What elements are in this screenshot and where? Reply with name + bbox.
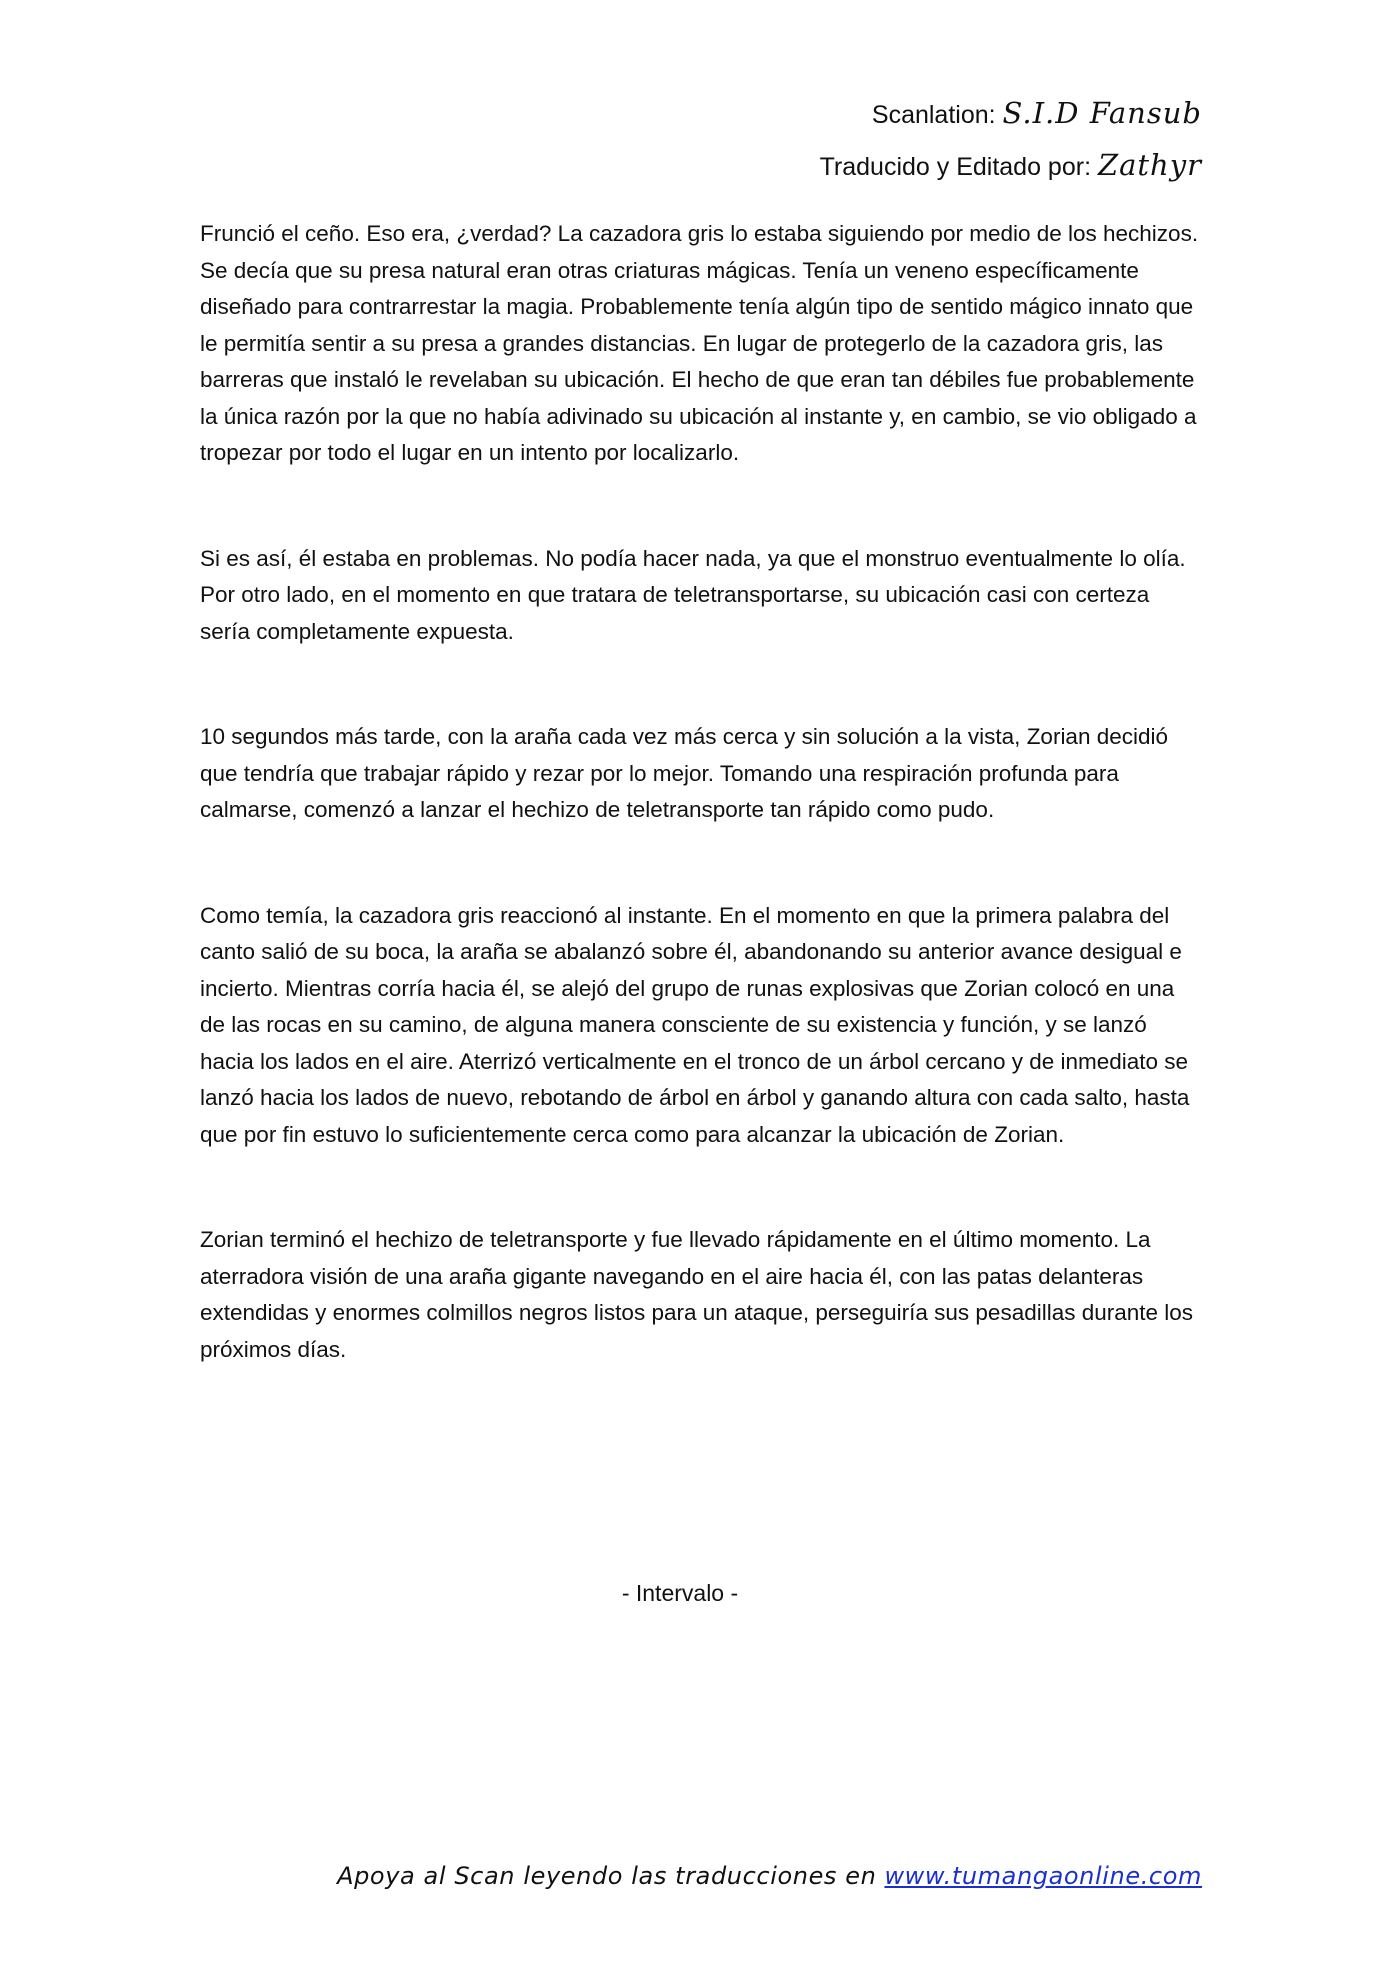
section-divider: - Intervalo - bbox=[621, 1580, 739, 1606]
footer-text: Apoya al Scan leyendo las traducciones en bbox=[337, 1862, 877, 1890]
paragraph: Frunció el ceño. Eso era, ¿verdad? La cazadora gris lo estaba siguiendo por medio de los hechizos. Se decía que su presa natural eran otras criaturas mágicas. Tenía un veneno específicamente diseñado para contrarrestar la magia. Probablemente tenía algún tipo de sentido mágico innato que le permitía sentir a su presa a grandes distancias. En lugar de protegerlo de la cazadora gris, las barreras que instaló le revelaban su ubicación. El hecho de que eran tan débiles fue probablemente la única razón por la que no había adivinado su ubicación al instante y, en cambio, se vio obligado a tropezar por todo el lugar en un intento por localizarlo. bbox=[200, 221, 1199, 465]
scanlation-credit bbox=[820, 88, 1202, 140]
translator-label: Traducido y Editado por: bbox=[819, 153, 1092, 181]
paragraph: Si es así, él estaba en problemas. No podía hacer nada, ya que el monstruo eventualmente lo olía. Por otro lado, en el momento en que tratara de teletransportarse, su ubicación casi con certeza sería completamente expuesta. bbox=[200, 545, 1186, 644]
paragraph: Zorian terminó el hechizo de teletransporte y fue llevado rápidamente en el último momento. La aterradora visión de una araña gigante navegando en el aire hacia él, con las patas delanteras extendidas y enormes colmillos negros listos para un ataque, perseguiría sus pesadillas durante los próximos días. bbox=[200, 1227, 1194, 1362]
footer bbox=[337, 1862, 1202, 1890]
translator-name: Zathyr bbox=[1097, 148, 1202, 182]
translator-credit bbox=[820, 140, 1202, 192]
credits-header bbox=[820, 88, 1202, 192]
scanlation-group: S.I.D Fansub bbox=[1002, 96, 1202, 130]
footer-link[interactable]: www.tumangaonline.com bbox=[884, 1862, 1202, 1890]
scanlation-label: Scanlation: bbox=[871, 101, 996, 129]
paragraph: 10 segundos más tarde, con la araña cada vez más cerca y sin solución a la vista, Zorian decidió que tendría que trabajar rápido y rezar por lo mejor. Tomando una respiración profunda para calmarse, comenzó a lanzar el hechizo de teletransporte tan rápido como pudo. bbox=[200, 724, 1169, 822]
paragraph: Como temía, la cazadora gris reaccionó al instante. En el momento en que la primera palabra del canto salió de su boca, la araña se abalanzó sobre él, abandonando su anterior avance desigual e incierto. Mientras corría hacia él, se alejó del grupo de runas explosivas que Zorian colocó en una de las rocas en su camino, de alguna manera consciente de su existencia y función, y se lanzó hacia los lados en el aire. Aterrizó verticalmente en el tronco de un árbol cercano y de inmediato se lanzó hacia los lados de nuevo, rebotando de árbol en árbol y ganando altura con cada salto, hasta que por fin estuvo lo suficientemente cerca como para alcanzar la ubicación de Zorian. bbox=[200, 902, 1190, 1147]
body-text bbox=[200, 216, 1200, 1437]
